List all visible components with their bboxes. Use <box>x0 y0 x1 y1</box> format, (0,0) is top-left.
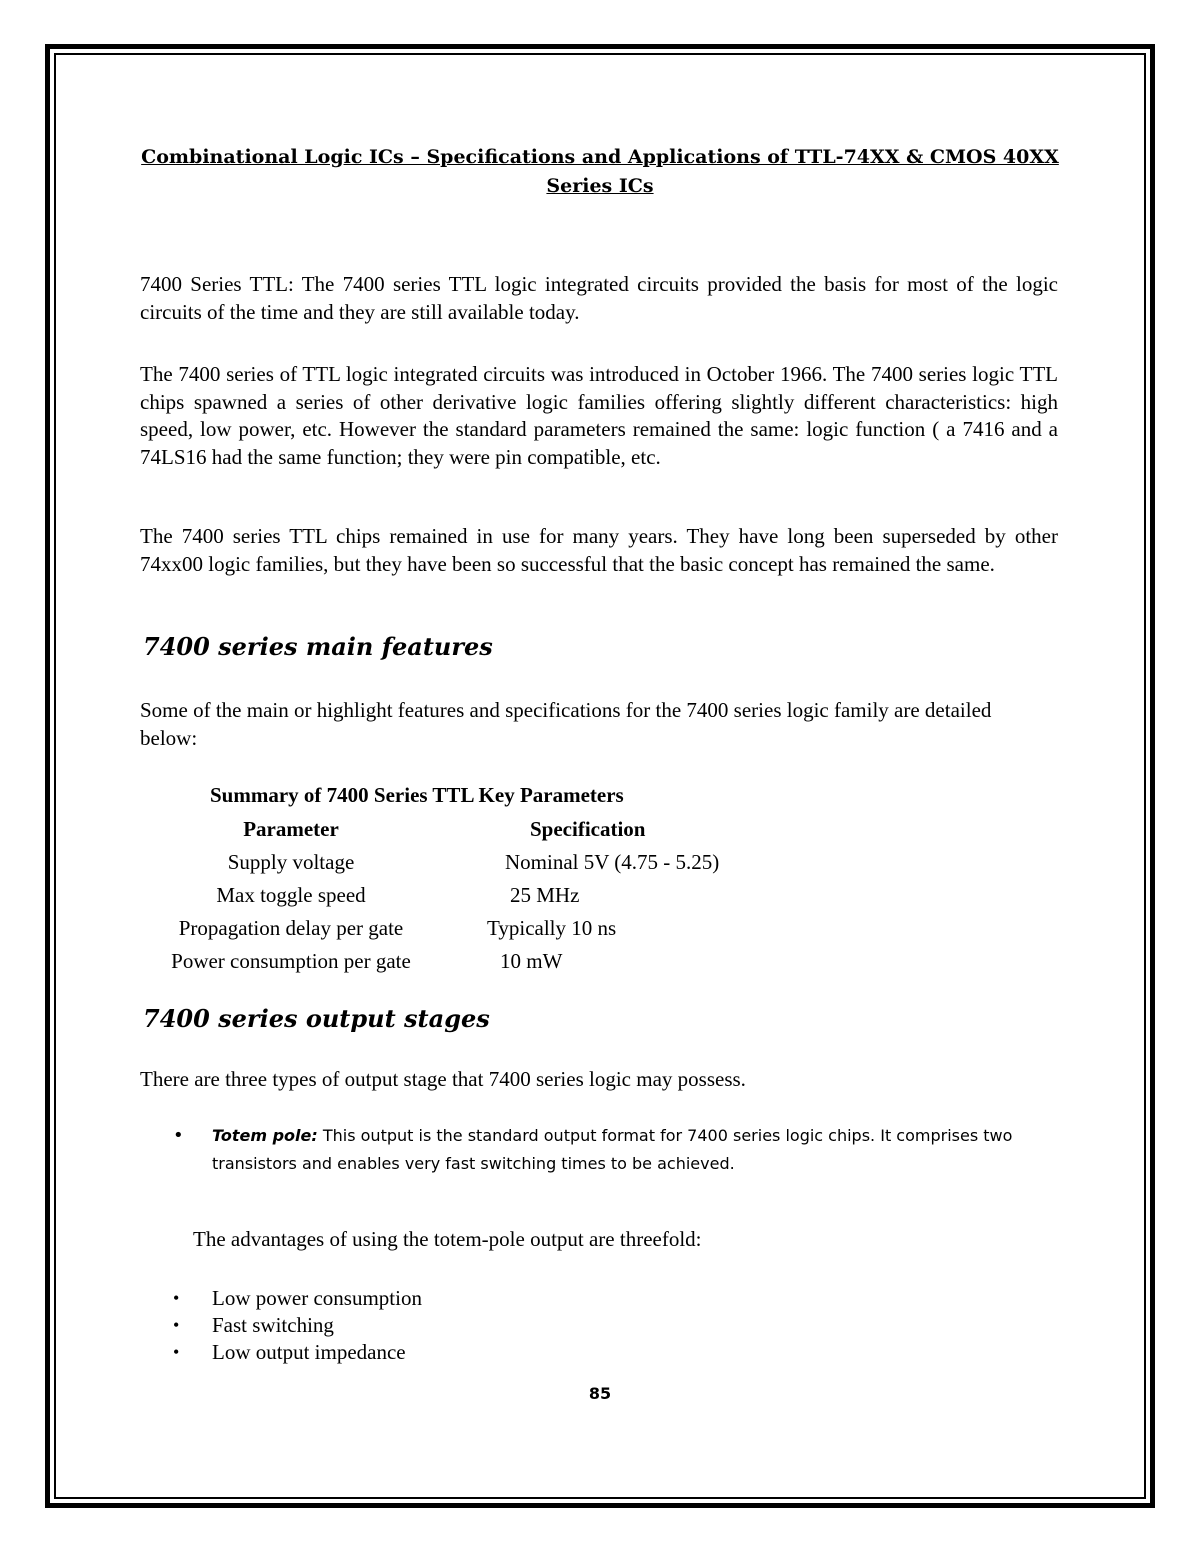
intro-paragraph-1: 7400 Series TTL: The 7400 series TTL logic integrated circuits provided the basis for most of the logic circuits of the time and they are still available today. <box>140 272 1058 324</box>
features-text: Some of the main or highlight features and specifications for the 7400 series logic family are detailed below: <box>140 698 992 750</box>
totem-pole-term: Totem pole: <box>212 1126 318 1145</box>
bullet-icon: • <box>173 1342 180 1362</box>
page-number: 85 <box>588 1384 612 1403</box>
table-caption: Summary of 7400 Series TTL Key Parameters <box>210 783 624 807</box>
page-title: Combinational Logic ICs – Specifications and Applications of TTL-74XX & CMOS 40XX Series ICs <box>141 146 1059 197</box>
intro-paragraph-3: The 7400 series TTL chips remained in use for many years. They have long been superseded by other 74xx00 logic families, but they have been so successful that the basic concept has remained the same. <box>140 524 1058 576</box>
bullet-icon: • <box>173 1288 180 1308</box>
intro-paragraph-2: The 7400 series of TTL logic integrated circuits was introduced in October 1966. The 7400 series logic TTL chips spawned a series of other derivative logic families offering slightly different characteristics: high speed, low power, etc. However the standard parameters remained the same: logic function ( a 7416 and a 74LS16 had the same function; they were pin compatible, etc. <box>140 362 1058 469</box>
page-inner-border <box>54 53 1146 1499</box>
list-item-text: Low output impedance <box>212 1340 406 1364</box>
table-header-parameter: Parameter <box>243 817 339 841</box>
totem-pole-text: This output is the standard output format for 7400 series logic chips. It comprises two transistors and enables very fast switching times to be achieved. <box>212 1126 1013 1173</box>
table-cell-specification: 10 mW <box>500 949 563 973</box>
table-cell-parameter: Power consumption per gate <box>171 949 411 973</box>
table-cell-parameter: Propagation delay per gate <box>178 916 404 940</box>
features-heading: 7400 series main features <box>143 632 493 661</box>
table-cell-specification: Nominal 5V (4.75 - 5.25) <box>505 850 720 874</box>
table-cell-specification: Typically 10 ns <box>487 916 617 940</box>
list-item-text: Fast switching <box>212 1313 334 1337</box>
table-cell-parameter: Max toggle speed <box>216 883 366 907</box>
bullet-icon: • <box>173 1125 184 1146</box>
outputs-heading: 7400 series output stages <box>143 1004 490 1033</box>
table-cell-parameter: Supply voltage <box>227 850 355 874</box>
bullet-icon: • <box>173 1315 180 1335</box>
table-cell-specification: 25 MHz <box>510 883 580 907</box>
totem-pole-item <box>173 1122 1063 1178</box>
list-item-text: Low power consumption <box>212 1286 422 1310</box>
table-header-specification: Specification <box>530 817 646 841</box>
advantages-intro: The advantages of using the totem-pole output are threefold: <box>193 1227 702 1251</box>
outputs-text: There are three types of output stage that 7400 series logic may possess. <box>140 1067 746 1091</box>
